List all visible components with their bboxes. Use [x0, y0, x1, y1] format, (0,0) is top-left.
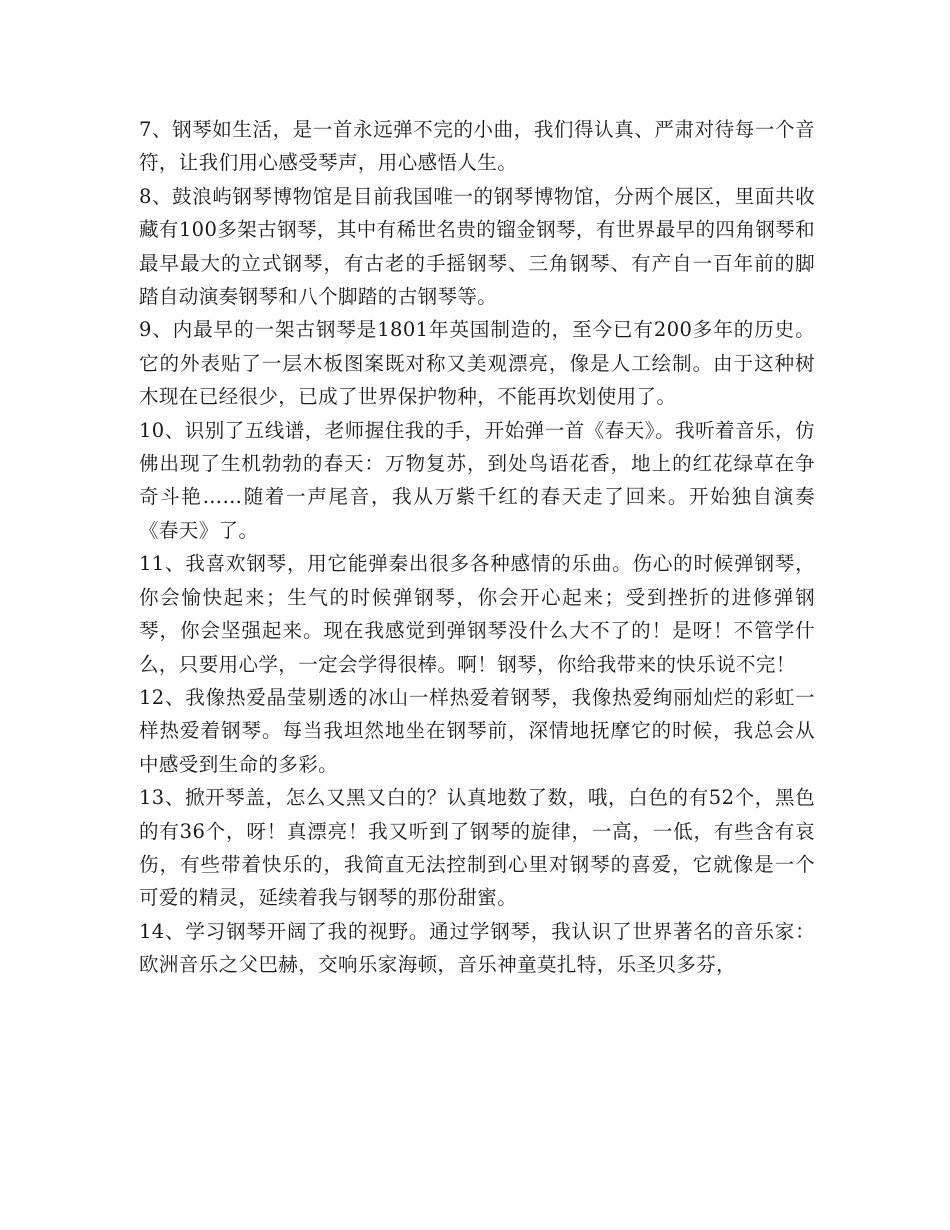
- paragraph-14: 14、学习钢琴开阔了我的视野。通过学钢琴，我认识了世界著名的音乐家：欧洲音乐之父巴赫，交响乐家海顿，音乐神童莫扎特，乐圣贝多芬，: [139, 919, 815, 977]
- paragraph-11: 11、我喜欢钢琴，用它能弹秦出很多各种感情的乐曲。伤心的时候弹钢琴，你会愉快起来；生气的时候弹钢琴，你会开心起来；受到挫折的进修弹钢琴，你会坚强起来。现在我感觉到弹钢琴没什么大不了的！是呀！不管学什么，只要用心学，一定会学得很棒。啊！钢琴，你给我带来的快乐说不完！: [139, 552, 815, 676]
- document-body: [139, 113, 815, 982]
- paragraph-10: 10、识别了五线谱，老师握住我的手，开始弹一首《春天》。我听着音乐，仿佛出现了生机勃勃的春天：万物复苏，到处鸟语花香，地上的红花绿草在争奇斗艳……随着一声尾音，我从万紫千红的春天走了回来。开始独自演奏《春天》了。: [139, 418, 815, 542]
- paragraph-8: 8、鼓浪屿钢琴博物馆是目前我国唯一的钢琴博物馆，分两个展区，里面共收藏有100多架古钢琴，其中有稀世名贵的镏金钢琴，有世界最早的四角钢琴和最早最大的立式钢琴，有古老的手摇钢琴、三角钢琴、有产自一百年前的脚踏自动演奏钢琴和八个脚踏的古钢琴等。: [139, 184, 815, 309]
- paragraph-12: 12、我像热爱晶莹剔透的冰山一样热爱着钢琴，我像热爱绚丽灿烂的彩虹一样热爱着钢琴。每当我坦然地坐在钢琴前，深情地抚摩它的时候，我总会从中感受到生命的多彩。: [139, 685, 815, 776]
- paragraph-7: 7、钢琴如生活，是一首永远弹不完的小曲，我们得认真、严肃对待每一个音符，让我们用心感受琴声，用心感悟人生。: [139, 118, 815, 175]
- paragraph-9: 9、内最早的一架古钢琴是1801年英国制造的，至今已有200多年的历史。它的外表贴了一层木板图案既对称又美观漂亮，像是人工绘制。由于这种树木现在已经很少，已成了世界保护物种，不能再坎划使用了。: [139, 318, 815, 409]
- paragraph-13: 13、掀开琴盖，怎么又黑又白的？认真地数了数，哦，白色的有52个，黑色的有36个，呀！真漂亮！我又听到了钢琴的旋律，一高，一低，有些含有哀伤，有些带着快乐的，我简直无法控制到心里对钢琴的喜爱，它就像是一个可爱的精灵，延续着我与钢琴的那份甜蜜。: [139, 786, 815, 910]
